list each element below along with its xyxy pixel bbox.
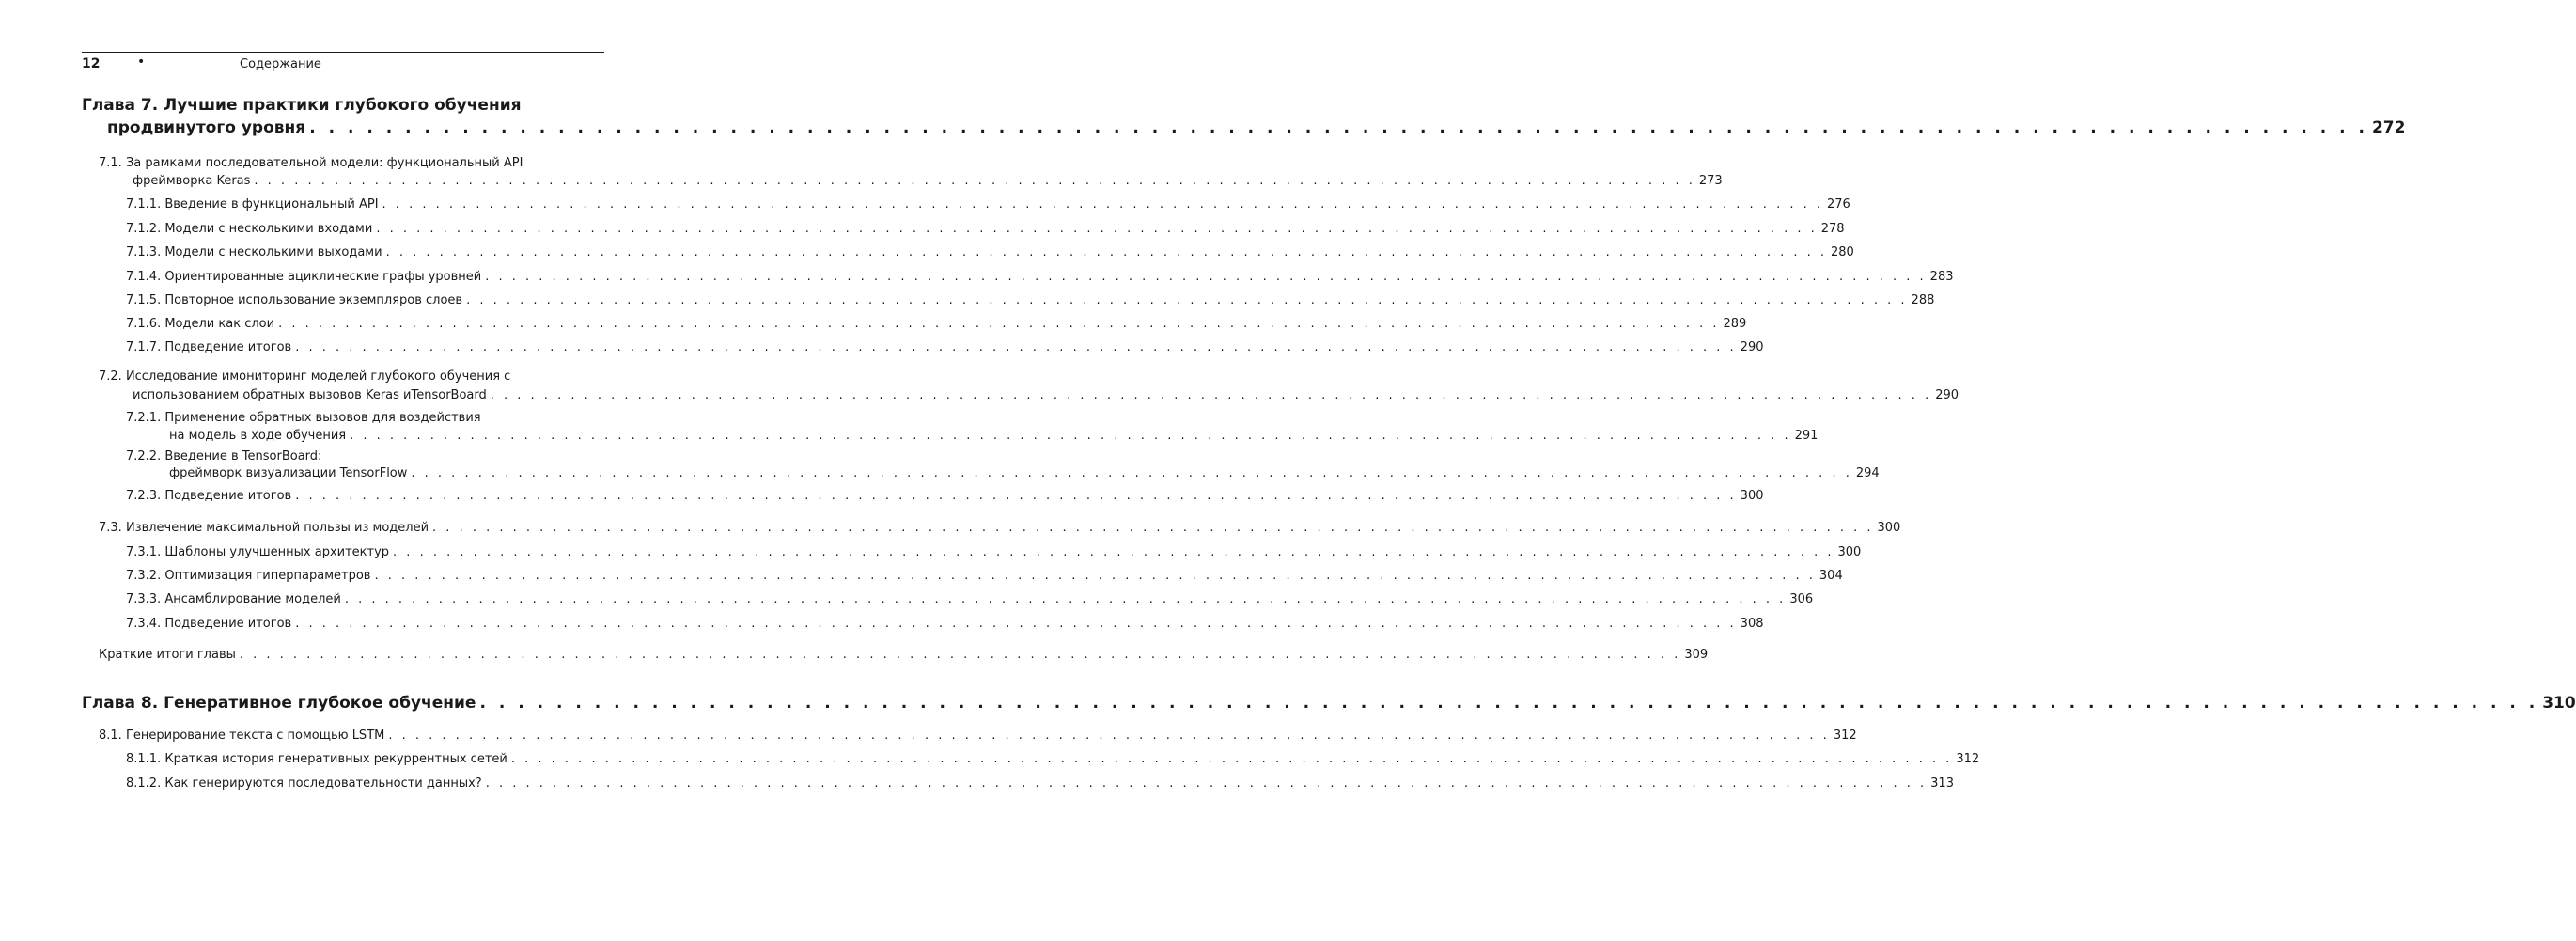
dot-leader: . . . . . . . . . . . . . . . . . . . . . . . . . . . . . . . . . . . . . . . . . . . . . . . . . . . . . . . . . . . . . . . . . . . . . . . . . . . . . . . . . . . . . . . . . . . . . . . . . . . . . . . . . . . . — [485, 776, 1928, 791]
header-bullet: • — [137, 55, 146, 70]
dot-leader: . . . . . . . . . . . . . . . . . . . . . . . . . . . . . . . . . . . . . . . . . . . . . . . . . . . . . . . . . . . . . . . . . . . . . . . . . . . . . . . . . . . . . . . . . . . . . . . . . . . . . . . . . . . . — [350, 429, 1791, 443]
entry-page: 288 — [1911, 293, 1935, 307]
dot-leader: . . . . . . . . . . . . . . . . . . . . . . . . . . . . . . . . . . . . . . . . . . . . . . . . . . . . . . . . . . . . . . . . . . . . . . . . . . . . . . . . . . . . . . . . . . . . . . . . . . . . . . . . . . . . — [239, 648, 1681, 662]
section-7-2-1-line1: 7.2.1. Применение обратных вызовов для воздействия — [126, 411, 481, 425]
entry-page: 312 — [1833, 729, 1857, 743]
entry-page: 289 — [1723, 317, 1747, 331]
toc-entry-8-1-1[interactable] — [126, 752, 1980, 766]
dot-leader: . . . . . . . . . . . . . . . . . . . . . . . . . . . . . . . . . . . . . . . . . . . . . . . . . . . . . . . . . . . . . . . . . . . . . . . . . . . . . . . . . . . . . . . . . . . . . . . . . . . . . . . . . . . . — [295, 340, 1737, 354]
dot-leader: . . . . . . . . . . . . . . . . . . . . . . . . . . . . . . . . . . . . . . . . . . . . . . . . . . . . . . . . . . . . . . . . . . . . . . . . . . . . . . . . . . . . . . . . . . . . . . . . . . . . . . . . . . . . — [411, 466, 1852, 480]
entry-label: 7.3.2. Оптимизация гиперпараметров — [126, 569, 371, 583]
entry-page: 280 — [1831, 245, 1854, 259]
dot-leader: . . . . . . . . . . . . . . . . . . . . . . . . . . . . . . . . . . . . . . . . . . . . . . . . . . . . . . . . . . . . . . . . . . . . . . . . . . . . . . . . . . . . . . . . . . . . . . . . . . . . . . . . . . . . — [374, 569, 1816, 583]
entry-label: 7.1.5. Повторное использование экземпляров слоев — [126, 293, 463, 307]
entry-label: 7.3. Извлечение максимальной пользы из моделей — [99, 521, 429, 535]
section-7-1-line1: 7.1. За рамками последовательной модели: функциональный API — [99, 156, 523, 170]
entry-page: 300 — [1877, 521, 1901, 535]
chapter-7-title-line1: Глава 7. Лучшие практики глубокого обучения — [82, 96, 522, 115]
toc-entry-7-1-5[interactable] — [126, 293, 1935, 307]
section-7-2-line2: использованием обратных вызовов Keras иTensorBoard — [133, 388, 487, 402]
running-header — [82, 55, 604, 73]
dot-leader: . . . . . . . . . . . . . . . . . . . . . . . . . . . . . . . . . . . . . . . . . . . . . . . . . . . . . . . . . . . . . . . . . . . . . . . . . . . . . . . . . . . . . . . . . . . . . . . . . . . . . . . . . . . . — [376, 222, 1818, 236]
toc-entry-7-1-3[interactable] — [126, 245, 1854, 259]
chapter-7-title-line2: продвинутого уровня — [107, 118, 306, 137]
section-7-2-page: 290 — [1935, 388, 1959, 402]
entry-label: 8.1.1. Краткая история генеративных рекуррентных сетей — [126, 752, 507, 766]
toc-entry-7-3-3[interactable] — [126, 592, 1814, 606]
dot-leader: . . . . . . . . . . . . . . . . . . . . . . . . . . . . . . . . . . . . . . . . . . . . . . . . . . . . . . . . . . . . . . . . . . . . . . . . . . . . . . . . . . . . . . . . . . . . . . . . . . . . . . . . . . . . — [385, 245, 1828, 259]
entry-label: 7.1.7. Подведение итогов — [126, 340, 292, 354]
toc-entry-chapter-summary[interactable] — [99, 648, 1709, 662]
toc-entry-7-1[interactable] — [133, 174, 1723, 188]
section-7-2-1-page: 291 — [1794, 429, 1819, 443]
dot-leader: . . . . . . . . . . . . . . . . . . . . . . . . . . . . . . . . . . . . . . . . . . . . . . . . . . . . . . . . . . . . . . . . . . . . . . . . . . . . . . . . . . . . . . . . . . . . . . . . . . . . . . . . . . . . — [485, 270, 1927, 284]
entry-page: 276 — [1827, 197, 1850, 212]
chapter-7-page: 272 — [2371, 118, 2406, 137]
entry-label: Краткие итоги главы — [99, 648, 236, 662]
entry-page: 312 — [1956, 752, 1980, 766]
chapter-8-page: 310 — [2542, 694, 2576, 713]
dot-leader: . . . . . . . . . . . . . . . . . . . . . . . . . . . . . . . . . . . . . . . . . . . . . . . . . . . . . . . . . . . . . . . . . . . . . . . . . . . . . . . . . . . . . . . . . . . . . . . . . . . . . . . . . . . . — [382, 197, 1823, 212]
section-7-2-1-line2: на модель в ходе обучения — [169, 429, 347, 443]
entry-label: 7.1.1. Введение в функциональный API — [126, 197, 379, 212]
toc-entry-7-2-1[interactable] — [169, 429, 1819, 443]
entry-page: 313 — [1930, 776, 1954, 791]
toc-entry-7-1-6[interactable] — [126, 317, 1747, 331]
section-7-1-line2: фреймворка Keras — [133, 174, 251, 188]
dot-leader: . . . . . . . . . . . . . . . . . . . . . . . . . . . . . . . . . . . . . . . . . . . . . . . . . . . . . . . . . . . . . . . . . . . . . . . . . . . . . . . . . . . . . . . . . . . . . . . . . . . . . . . . . . . . — [388, 729, 1830, 743]
dot-leader: . . . . . . . . . . . . . . . . . . . . . . . . . . . . . . . . . . . . . . . . . . . . . . . . . . . . . . . . . . . . . . . . . . . . . . . . . . . . . . . . . . . . . . . . . . . . . . . . . . . . . . . . . . . . — [432, 521, 1874, 535]
page-number: 12 — [82, 56, 101, 71]
toc-entry-7-1-2[interactable] — [126, 222, 1845, 236]
dot-leader: . . . . . . . . . . . . . . . . . . . . . . . . . . . . . . . . . . . . . . . . . . . . . . . . . . . . . . . . . . . . . . . . . . . . . . . . . . . . . . . . . . . . . . . . . . . . . . . . . . . . . . . . . . . . — [510, 752, 1953, 766]
toc-entry-7-1-1[interactable] — [126, 197, 1850, 212]
section-7-2-line1: 7.2. Исследование имониторинг моделей глубокого обучения с — [99, 369, 511, 384]
header-rule — [82, 52, 604, 53]
entry-label: 8.1. Генерирование текста с помощью LSTM — [99, 729, 385, 743]
entry-label: 7.2.3. Подведение итогов — [126, 489, 292, 503]
dot-leader: . . . . . . . . . . . . . . . . . . . . . . . . . . . . . . . . . . . . . . . . . . . . . . . . . . . . . . . . . . . . . . . . . . . . . . . . . . . . . . . . . . . . . . . . . . . . . . . . . . . . . . . . . . . . — [479, 694, 2539, 713]
chapter-8-title: Глава 8. Генеративное глубокое обучение — [82, 694, 476, 713]
toc-entry-7-3-1[interactable] — [126, 545, 1862, 559]
entry-label: 7.3.1. Шаблоны улучшенных архитектур — [126, 545, 390, 559]
toc-entry-8-1-2[interactable] — [126, 776, 1954, 791]
toc-entry-8-1[interactable] — [99, 729, 1857, 743]
entry-label: 7.3.4. Подведение итогов — [126, 617, 292, 631]
entry-page: 278 — [1820, 222, 1845, 236]
entry-label: 7.1.3. Модели с несколькими выходами — [126, 245, 382, 259]
section-7-2-2-line2: фреймворк визуализации TensorFlow — [169, 466, 408, 480]
dot-leader: . . . . . . . . . . . . . . . . . . . . . . . . . . . . . . . . . . . . . . . . . . . . . . . . . . . . . . . . . . . . . . . . . . . . . . . . . . . . . . . . . . . . . . . . . . . . . . . . . . . . . . . . . . . . — [295, 489, 1737, 503]
dot-leader: . . . . . . . . . . . . . . . . . . . . . . . . . . . . . . . . . . . . . . . . . . . . . . . . . . . . . . . . . . . . . . . . . . . . . . . . . . . . . . . . . . . . . . . . . . . . . . . . . . . . . . . . . . . . — [254, 174, 1695, 188]
entry-page: 283 — [1929, 270, 1954, 284]
toc-entry-7-3-4[interactable] — [126, 617, 1764, 631]
entry-page: 306 — [1789, 592, 1814, 606]
toc-entry-7-1-4[interactable] — [126, 270, 1954, 284]
header-title: Содержание — [240, 57, 321, 71]
entry-label: 7.1.4. Ориентированные ациклические графы уровней — [126, 270, 482, 284]
dot-leader: . . . . . . . . . . . . . . . . . . . . . . . . . . . . . . . . . . . . . . . . . . . . . . . . . . . . . . . . . . . . . . . . . . . . . . . . . . . . . . . . . . . . . . . . . . . . . . . . . . . . . . . . . . . . — [466, 293, 1908, 307]
dot-leader: . . . . . . . . . . . . . . . . . . . . . . . . . . . . . . . . . . . . . . . . . . . . . . . . . . . . . . . . . . . . . . . . . . . . . . . . . . . . . . . . . . . . . . . . . . . . . . . . . . . . . . . . . . . . — [393, 545, 1834, 559]
entry-page: 304 — [1819, 569, 1843, 583]
toc-entry-7-2-3[interactable] — [126, 489, 1764, 503]
section-7-1-page: 273 — [1698, 174, 1723, 188]
entry-label: 8.1.2. Как генерируются последовательности данных? — [126, 776, 482, 791]
entry-page: 308 — [1740, 617, 1764, 631]
toc-entry-7-2[interactable] — [133, 388, 1959, 402]
entry-label: 7.1.2. Модели с несколькими входами — [126, 222, 373, 236]
dot-leader: . . . . . . . . . . . . . . . . . . . . . . . . . . . . . . . . . . . . . . . . . . . . . . . . . . . . . . . . . . . . . . . . . . . . . . . . . . . . . . . . . . . . . . . . . . . . . . . . . . . . . . . . . . . . — [295, 617, 1737, 631]
entry-page: 309 — [1684, 648, 1709, 662]
toc-entry-chapter-8[interactable] — [82, 694, 2576, 713]
toc-entry-7-1-7[interactable] — [126, 340, 1764, 354]
toc-entry-7-2-2[interactable] — [169, 466, 1880, 480]
toc-entry-chapter-7[interactable] — [107, 118, 2406, 137]
dot-leader: . . . . . . . . . . . . . . . . . . . . . . . . . . . . . . . . . . . . . . . . . . . . . . . . . . . . . . . . . . . . . . . . . . . . . . . . . . . . . . . . . . . . . . . . . . . . . . . . . . . . . . . . . . . . — [490, 388, 1932, 402]
section-7-2-2-page: 294 — [1855, 466, 1880, 480]
section-7-2-2-line1: 7.2.2. Введение в TensorBoard: — [126, 449, 322, 463]
toc-entry-7-3[interactable] — [99, 521, 1901, 535]
entry-page: 300 — [1837, 545, 1862, 559]
entry-page: 290 — [1740, 340, 1764, 354]
entry-page: 300 — [1740, 489, 1764, 503]
toc-entry-7-3-2[interactable] — [126, 569, 1843, 583]
entry-label: 7.1.6. Модели как слои — [126, 317, 275, 331]
entry-label: 7.3.3. Ансамблирование моделей — [126, 592, 341, 606]
dot-leader: . . . . . . . . . . . . . . . . . . . . . . . . . . . . . . . . . . . . . . . . . . . . . . . . . . . . . . . . . . . . . . . . . . . . . . . . . . . . . . . . . . . . . . . . . . . . . . . . . . . . . . . . . . . . — [344, 592, 1787, 606]
dot-leader: . . . . . . . . . . . . . . . . . . . . . . . . . . . . . . . . . . . . . . . . . . . . . . . . . . . . . . . . . . . . . . . . . . . . . . . . . . . . . . . . . . . . . . . . . . . . . . . . . . . . . . . . . . . . — [309, 118, 2368, 137]
dot-leader: . . . . . . . . . . . . . . . . . . . . . . . . . . . . . . . . . . . . . . . . . . . . . . . . . . . . . . . . . . . . . . . . . . . . . . . . . . . . . . . . . . . . . . . . . . . . . . . . . . . . . . . . . . . . — [278, 317, 1720, 331]
